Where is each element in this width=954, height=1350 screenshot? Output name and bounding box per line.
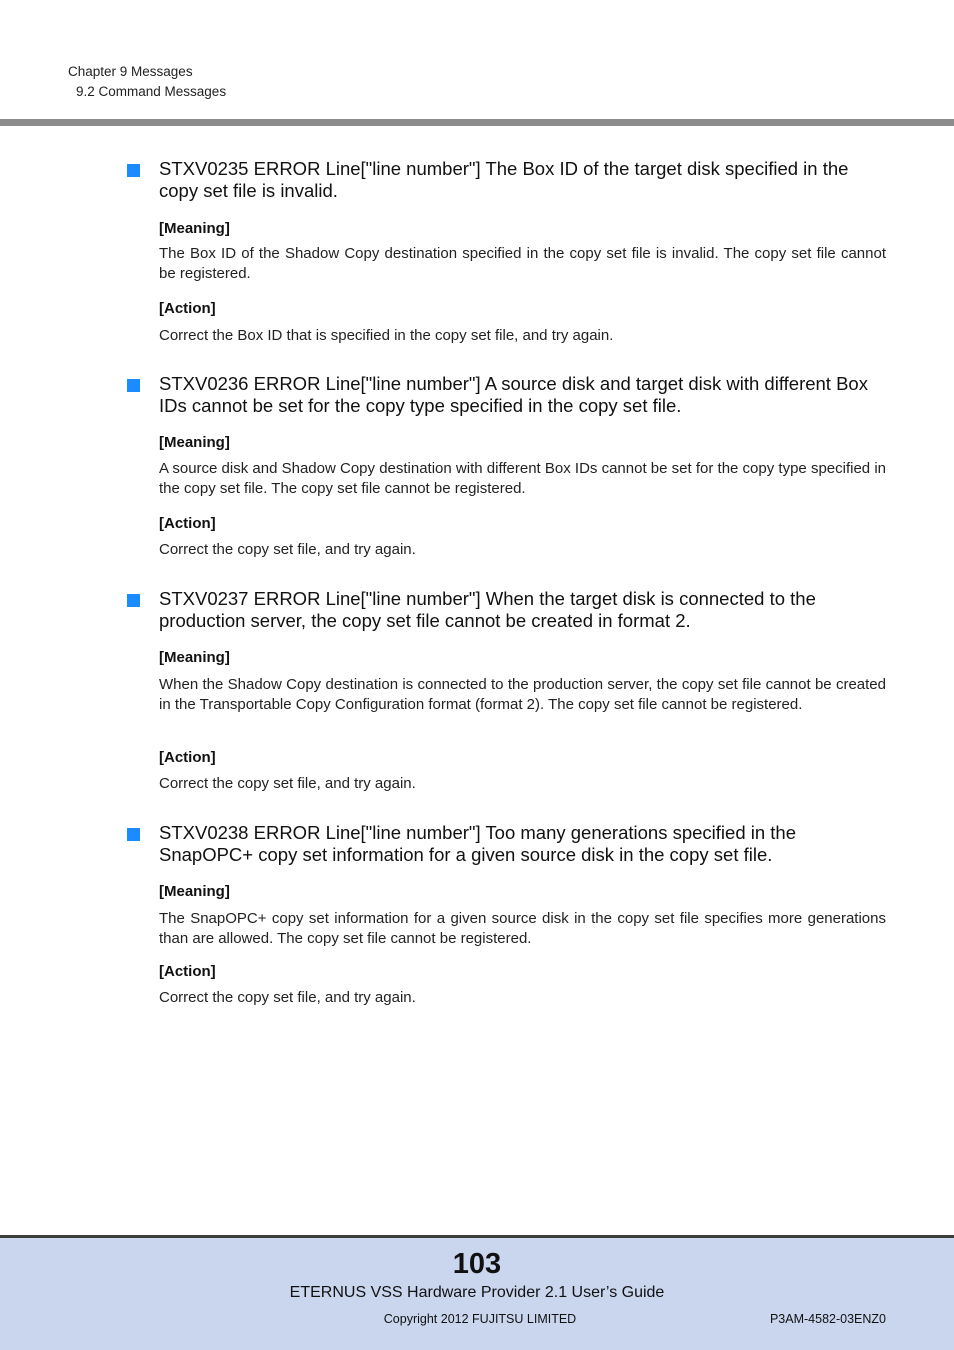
- page-number: 103: [452, 1248, 502, 1280]
- header-section: 9.2 Command Messages: [76, 84, 227, 99]
- header-divider: [0, 119, 954, 126]
- copyright: Copyright 2012 FUJITSU LIMITED: [383, 1312, 577, 1326]
- meaning-label: [Meaning]: [159, 434, 230, 451]
- action-label: [Action]: [159, 300, 216, 317]
- action-text: Correct the copy set file, and try again.: [159, 989, 416, 1006]
- meaning-text: The Box ID of the Shadow Copy destination specified in the copy set file is invalid. The copy set file cannot be registered.: [159, 245, 886, 282]
- message-title: STXV0235 ERROR Line["line number"] The Box ID of the target disk specified in the copy set file is invalid.: [159, 158, 849, 201]
- square-bullet-icon: [127, 164, 140, 177]
- document-id: P3AM-4582-03ENZ0: [769, 1312, 886, 1326]
- meaning-label: [Meaning]: [159, 883, 230, 900]
- square-bullet-icon: [127, 594, 140, 607]
- meaning-label: [Meaning]: [159, 220, 230, 237]
- meaning-text: A source disk and Shadow Copy destination with different Box IDs cannot be set for the copy type specified in the copy set file. The copy set file cannot be registered.: [159, 460, 886, 497]
- header-chapter: Chapter 9 Messages: [68, 64, 193, 79]
- action-text: Correct the copy set file, and try again.: [159, 541, 416, 558]
- meaning-label: [Meaning]: [159, 649, 230, 666]
- action-text: Correct the Box ID that is specified in the copy set file, and try again.: [159, 327, 614, 344]
- page-footer: [0, 1235, 954, 1350]
- meaning-text: When the Shadow Copy destination is connected to the production server, the copy set file cannot be created in the Transportable Copy Configuration format (format 2). The copy set file cannot be registered.: [159, 676, 886, 713]
- action-label: [Action]: [159, 749, 216, 766]
- action-label: [Action]: [159, 963, 216, 980]
- square-bullet-icon: [127, 828, 140, 841]
- meaning-text: The SnapOPC+ copy set information for a given source disk in the copy set file specifies more generations than are allowed. The copy set file cannot be registered.: [159, 910, 886, 947]
- message-title: STXV0238 ERROR Line["line number"] Too many generations specified in the SnapOPC+ copy set information for a given source disk in the copy set file.: [159, 822, 797, 865]
- square-bullet-icon: [127, 379, 140, 392]
- action-label: [Action]: [159, 515, 216, 532]
- message-title: STXV0237 ERROR Line["line number"] When the target disk is connected to the production server, the copy set file cannot be created in format 2.: [159, 588, 816, 631]
- guide-title: ETERNUS VSS Hardware Provider 2.1 User’s Guide: [289, 1284, 665, 1301]
- message-title: STXV0236 ERROR Line["line number"] A source disk and target disk with different Box IDs cannot be set for the copy type specified in the copy set file.: [159, 373, 868, 416]
- action-text: Correct the copy set file, and try again.: [159, 775, 416, 792]
